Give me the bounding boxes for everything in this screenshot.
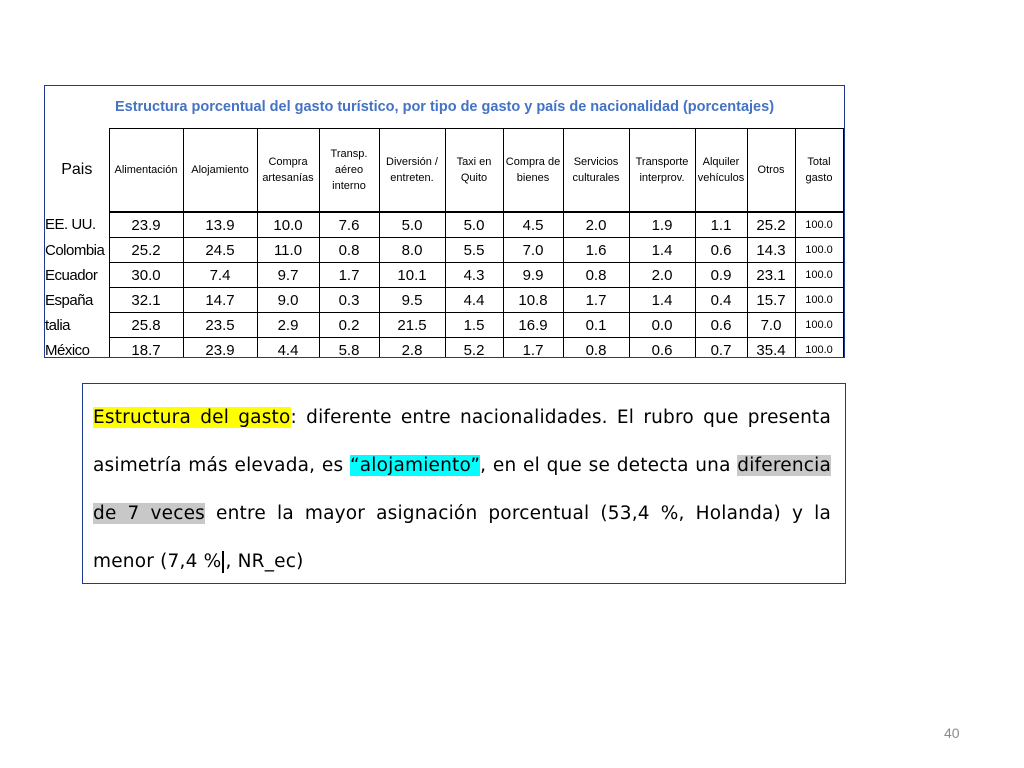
column-header: Compra de bienes <box>503 129 563 213</box>
value-cell: 0.8 <box>319 238 379 263</box>
value-cell: 0.0 <box>629 313 695 338</box>
value-cell: 35.4 <box>747 338 795 359</box>
value-cell: 9.7 <box>257 263 319 288</box>
value-cell: 2.0 <box>563 212 629 238</box>
summary-text-part: , en el que se detecta una <box>480 455 738 476</box>
table-row <box>45 238 843 263</box>
value-cell: 30.0 <box>109 263 183 288</box>
table-row <box>45 313 843 338</box>
column-header: Transp. aéreo interno <box>319 129 379 213</box>
value-cell: 0.6 <box>629 338 695 359</box>
column-header: Taxi en Quito <box>445 129 503 213</box>
value-cell: 13.9 <box>183 212 257 238</box>
value-cell: 1.5 <box>445 313 503 338</box>
summary-text-part: : diferente entre nacionalidades. El rubro que presenta asimetría más elevada, es <box>93 407 831 476</box>
column-header: Otros <box>747 129 795 213</box>
value-cell: 23.9 <box>109 212 183 238</box>
country-cell: EE. UU. <box>45 216 96 234</box>
table-header-row <box>45 129 843 213</box>
value-cell: 0.1 <box>563 313 629 338</box>
column-header: Alquiler vehículos <box>695 129 747 213</box>
value-cell: 14.3 <box>747 238 795 263</box>
value-cell: 0.2 <box>319 313 379 338</box>
value-cell: 4.4 <box>445 288 503 313</box>
value-cell: 9.5 <box>379 288 445 313</box>
value-cell: 1.4 <box>629 238 695 263</box>
summary-text-part: entre la mayor asignación porcentual (53,4 %, Holanda) y la menor (7,4 % <box>93 503 831 572</box>
value-cell: 100.0 <box>795 263 843 288</box>
value-cell: 5.2 <box>445 338 503 359</box>
value-cell: 14.7 <box>183 288 257 313</box>
table-row <box>45 288 843 313</box>
value-cell: 5.0 <box>379 212 445 238</box>
value-cell: 25.2 <box>109 238 183 263</box>
summary-text-part: , NR_ec) <box>225 551 304 572</box>
value-cell: 0.3 <box>319 288 379 313</box>
value-cell: 7.0 <box>747 313 795 338</box>
value-cell: 100.0 <box>795 313 843 338</box>
value-cell: 10.0 <box>257 212 319 238</box>
value-cell: 1.7 <box>563 288 629 313</box>
value-cell: 1.1 <box>695 212 747 238</box>
table-row <box>45 338 843 359</box>
value-cell: 0.6 <box>695 238 747 263</box>
value-cell: 1.9 <box>629 212 695 238</box>
table-title: Estructura porcentual del gasto turístico, por tipo de gasto y país de nacionalidad (porcentajes) <box>114 99 775 115</box>
country-cell: Ecuador <box>45 266 98 284</box>
country-cell: talia <box>45 316 71 334</box>
value-cell: 0.8 <box>563 263 629 288</box>
value-cell: 5.5 <box>445 238 503 263</box>
value-cell: 2.8 <box>379 338 445 359</box>
table-row <box>45 212 843 238</box>
value-cell: 10.8 <box>503 288 563 313</box>
value-cell: 100.0 <box>795 338 843 359</box>
value-cell: 1.7 <box>319 263 379 288</box>
value-cell: 23.9 <box>183 338 257 359</box>
value-cell: 1.7 <box>503 338 563 359</box>
value-cell: 25.2 <box>747 212 795 238</box>
table-body <box>45 212 843 358</box>
value-cell: 0.6 <box>695 313 747 338</box>
value-cell: 0.9 <box>695 263 747 288</box>
value-cell: 8.0 <box>379 238 445 263</box>
column-header: Diversión / entreten. <box>379 129 445 213</box>
summary-text-box <box>82 383 846 584</box>
value-cell: 7.0 <box>503 238 563 263</box>
value-cell: 18.7 <box>109 338 183 359</box>
value-cell: 100.0 <box>795 288 843 313</box>
value-cell: 10.1 <box>379 263 445 288</box>
value-cell: 23.1 <box>747 263 795 288</box>
value-cell: 21.5 <box>379 313 445 338</box>
value-cell: 0.8 <box>563 338 629 359</box>
country-cell: México <box>45 342 90 358</box>
column-header: Alojamiento <box>183 129 257 213</box>
table-row <box>45 263 843 288</box>
country-cell: España <box>45 291 93 309</box>
value-cell: 2.0 <box>629 263 695 288</box>
value-cell: 4.3 <box>445 263 503 288</box>
value-cell: 16.9 <box>503 313 563 338</box>
spending-table <box>45 128 844 358</box>
summary-paragraph <box>93 394 831 586</box>
value-cell: 5.8 <box>319 338 379 359</box>
column-header: Compra artesanías <box>257 129 319 213</box>
value-cell: 15.7 <box>747 288 795 313</box>
column-header: Transporte interprov. <box>629 129 695 213</box>
value-cell: 23.5 <box>183 313 257 338</box>
value-cell: 100.0 <box>795 238 843 263</box>
value-cell: 0.4 <box>695 288 747 313</box>
highlight-difference: diferencia de 7 veces <box>93 455 831 524</box>
value-cell: 9.9 <box>503 263 563 288</box>
value-cell: 7.4 <box>183 263 257 288</box>
value-cell: 4.4 <box>257 338 319 359</box>
value-cell: 2.9 <box>257 313 319 338</box>
spending-structure-table-panel <box>44 85 845 358</box>
column-header: Alimentación <box>109 129 183 213</box>
column-header: Total gasto <box>795 129 843 213</box>
value-cell: 5.0 <box>445 212 503 238</box>
value-cell: 25.8 <box>109 313 183 338</box>
value-cell: 100.0 <box>795 212 843 238</box>
value-cell: 9.0 <box>257 288 319 313</box>
page-number: 40 <box>944 725 960 741</box>
country-column-header: Pais <box>61 161 93 179</box>
highlight-spending-structure: Estructura del gasto <box>93 407 291 428</box>
value-cell: 24.5 <box>183 238 257 263</box>
country-cell: Colombia <box>45 241 105 259</box>
value-cell: 4.5 <box>503 212 563 238</box>
value-cell: 7.6 <box>319 212 379 238</box>
highlight-accommodation: “alojamiento” <box>349 455 481 476</box>
column-header: Servicios culturales <box>563 129 629 213</box>
value-cell: 11.0 <box>257 238 319 263</box>
value-cell: 32.1 <box>109 288 183 313</box>
value-cell: 1.6 <box>563 238 629 263</box>
value-cell: 0.7 <box>695 338 747 359</box>
value-cell: 1.4 <box>629 288 695 313</box>
